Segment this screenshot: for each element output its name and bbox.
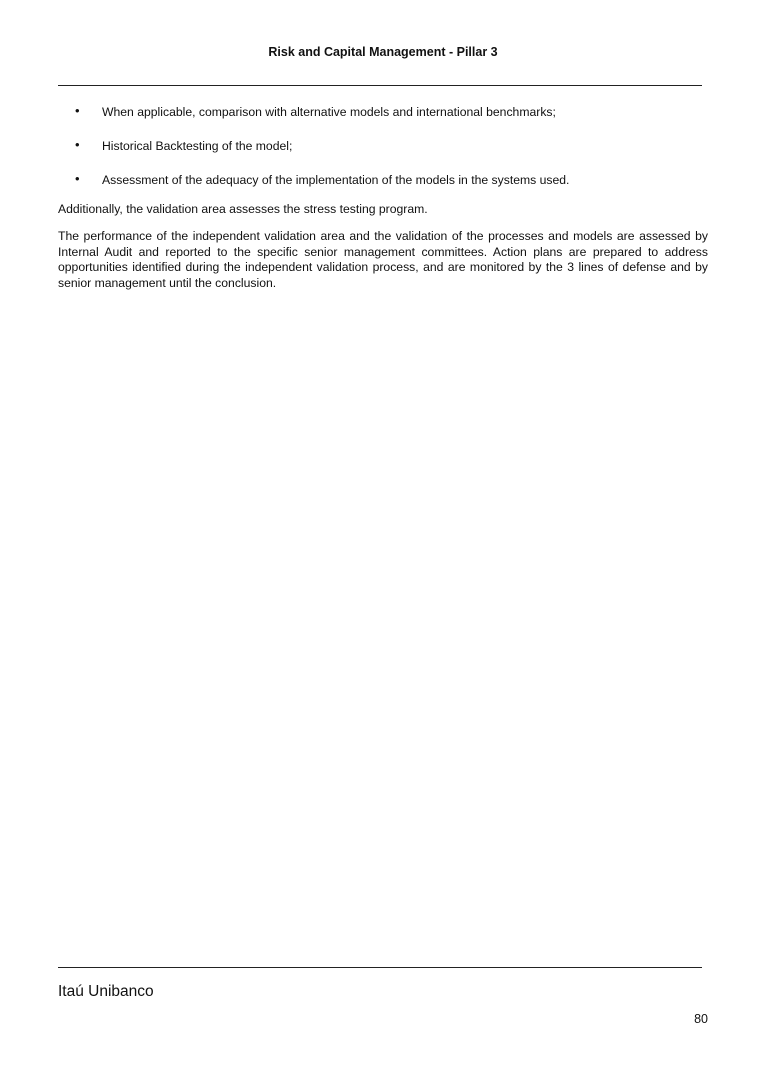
header-divider (58, 85, 702, 86)
bullet-icon: • (75, 103, 80, 118)
bullet-icon: • (75, 137, 80, 152)
bullet-text: When applicable, comparison with alternative models and international benchmarks; (102, 105, 556, 119)
page-title: Risk and Capital Management - Pillar 3 (268, 45, 498, 59)
body-paragraph: The performance of the independent validation area and the validation of the processes and models are assessed by Internal Audit and reported to the specific senior management committees. Action plans are prepared to address opportunities identified during the independent validation process, and are monitored by the 3 lines of defense and by senior management until the conclusion. (58, 229, 708, 290)
list-item (58, 172, 708, 188)
footer-divider (58, 967, 702, 968)
list-item (58, 104, 708, 120)
bullet-icon: • (75, 171, 80, 186)
page-number: 80 (694, 1012, 708, 1026)
list-item (58, 138, 708, 154)
body-paragraph: Additionally, the validation area assesses the stress testing program. (58, 202, 428, 216)
bullet-text: Assessment of the adequacy of the implementation of the models in the systems used. (102, 173, 570, 187)
bullet-list (58, 104, 708, 206)
bullet-text: Historical Backtesting of the model; (102, 139, 293, 153)
footer-company-name: Itaú Unibanco (58, 983, 154, 1000)
